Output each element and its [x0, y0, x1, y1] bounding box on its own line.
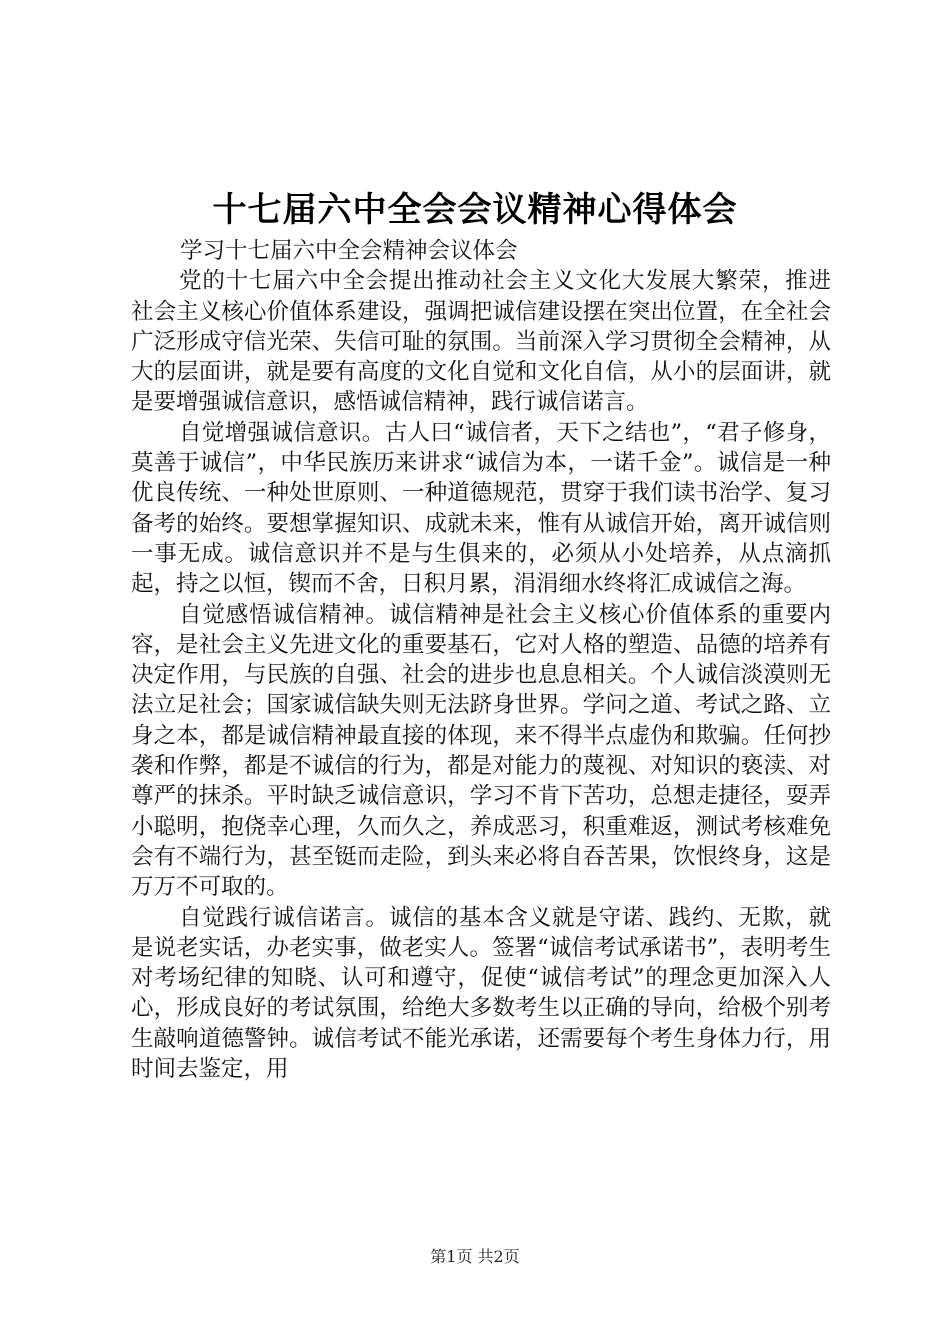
document-title: 十七届六中全会会议精神心得体会	[212, 190, 738, 230]
document-subtitle: 学习十七届六中全会精神会议体会	[180, 238, 518, 264]
paragraph: 党的十七届六中全会提出推动社会主义文化大发展大繁荣，推进社会主义核心价值体系建设，强调把诚信建设摆在突出位置，在全社会广泛形成守信光荣、失信可耻的氛围。当前深入学习贯彻全会精神，从大的层面讲，就是要有高度的文化自觉和文化自信，从小的层面讲，就是要增强诚信意识，感悟诚信精神，践行诚信诺言。	[131, 268, 831, 416]
page-footer: 第1页 共2页	[430, 1247, 520, 1266]
paragraph: 自觉感悟诚信精神。诚信精神是社会主义核心价值体系的重要内容，是社会主义先进文化的重要基石，它对人格的塑造、品德的培养有决定作用，与民族的自强、社会的进步也息息相关。个人诚信淡漠则无法立足社会；国家诚信缺失则无法跻身世界。学问之道、考试之路、立身之本，都是诚信精神最直接的体现，来不得半点虚伪和欺骗。任何抄袭和作弊，都是不诚信的行为，都是对能力的蔑视、对知识的亵渎、对尊严的抹杀。平时缺乏诚信意识，学习不肯下苦功，总想走捷径，耍弄小聪明，抱侥幸心理，久而久之，养成恶习，积重难返，测试考核难免会有不端行为，甚至铤而走险，到头来必将自吞苦果，饮恨终身，这是万万不可取的。	[131, 601, 831, 901]
paragraph: 自觉践行诚信诺言。诚信的基本含义就是守诺、践约、无欺，就是说老实话，办老实事，做老实人。签署“诚信考试承诺书”，表明考生对考场纪律的知晓、认可和遵守，促使“诚信考试”的理念更加深入人心，形成良好的考试氛围，给绝大多数考生以正确的导向，给极个别考生敲响道德警钟。诚信考试不能光承诺，还需要每个考生身体力行，用时间去鉴定，用	[131, 904, 831, 1083]
document-body	[131, 236, 831, 1084]
paragraph: 自觉增强诚信意识。古人曰“诚信者，天下之结也”，“君子修身，莫善于诚信”，中华民族历来讲求“诚信为本，一诺千金”。诚信是一种优良传统、一种处世原则、一种道德规范，贯穿于我们读书治学、复习备考的始终。要想掌握知识、成就未来，惟有从诚信开始，离开诚信则一事无成。诚信意识并不是与生俱来的，必须从小处培养，从点滴抓起，持之以恒，锲而不舍，日积月累，涓涓细水终将汇成诚信之海。	[131, 419, 831, 598]
